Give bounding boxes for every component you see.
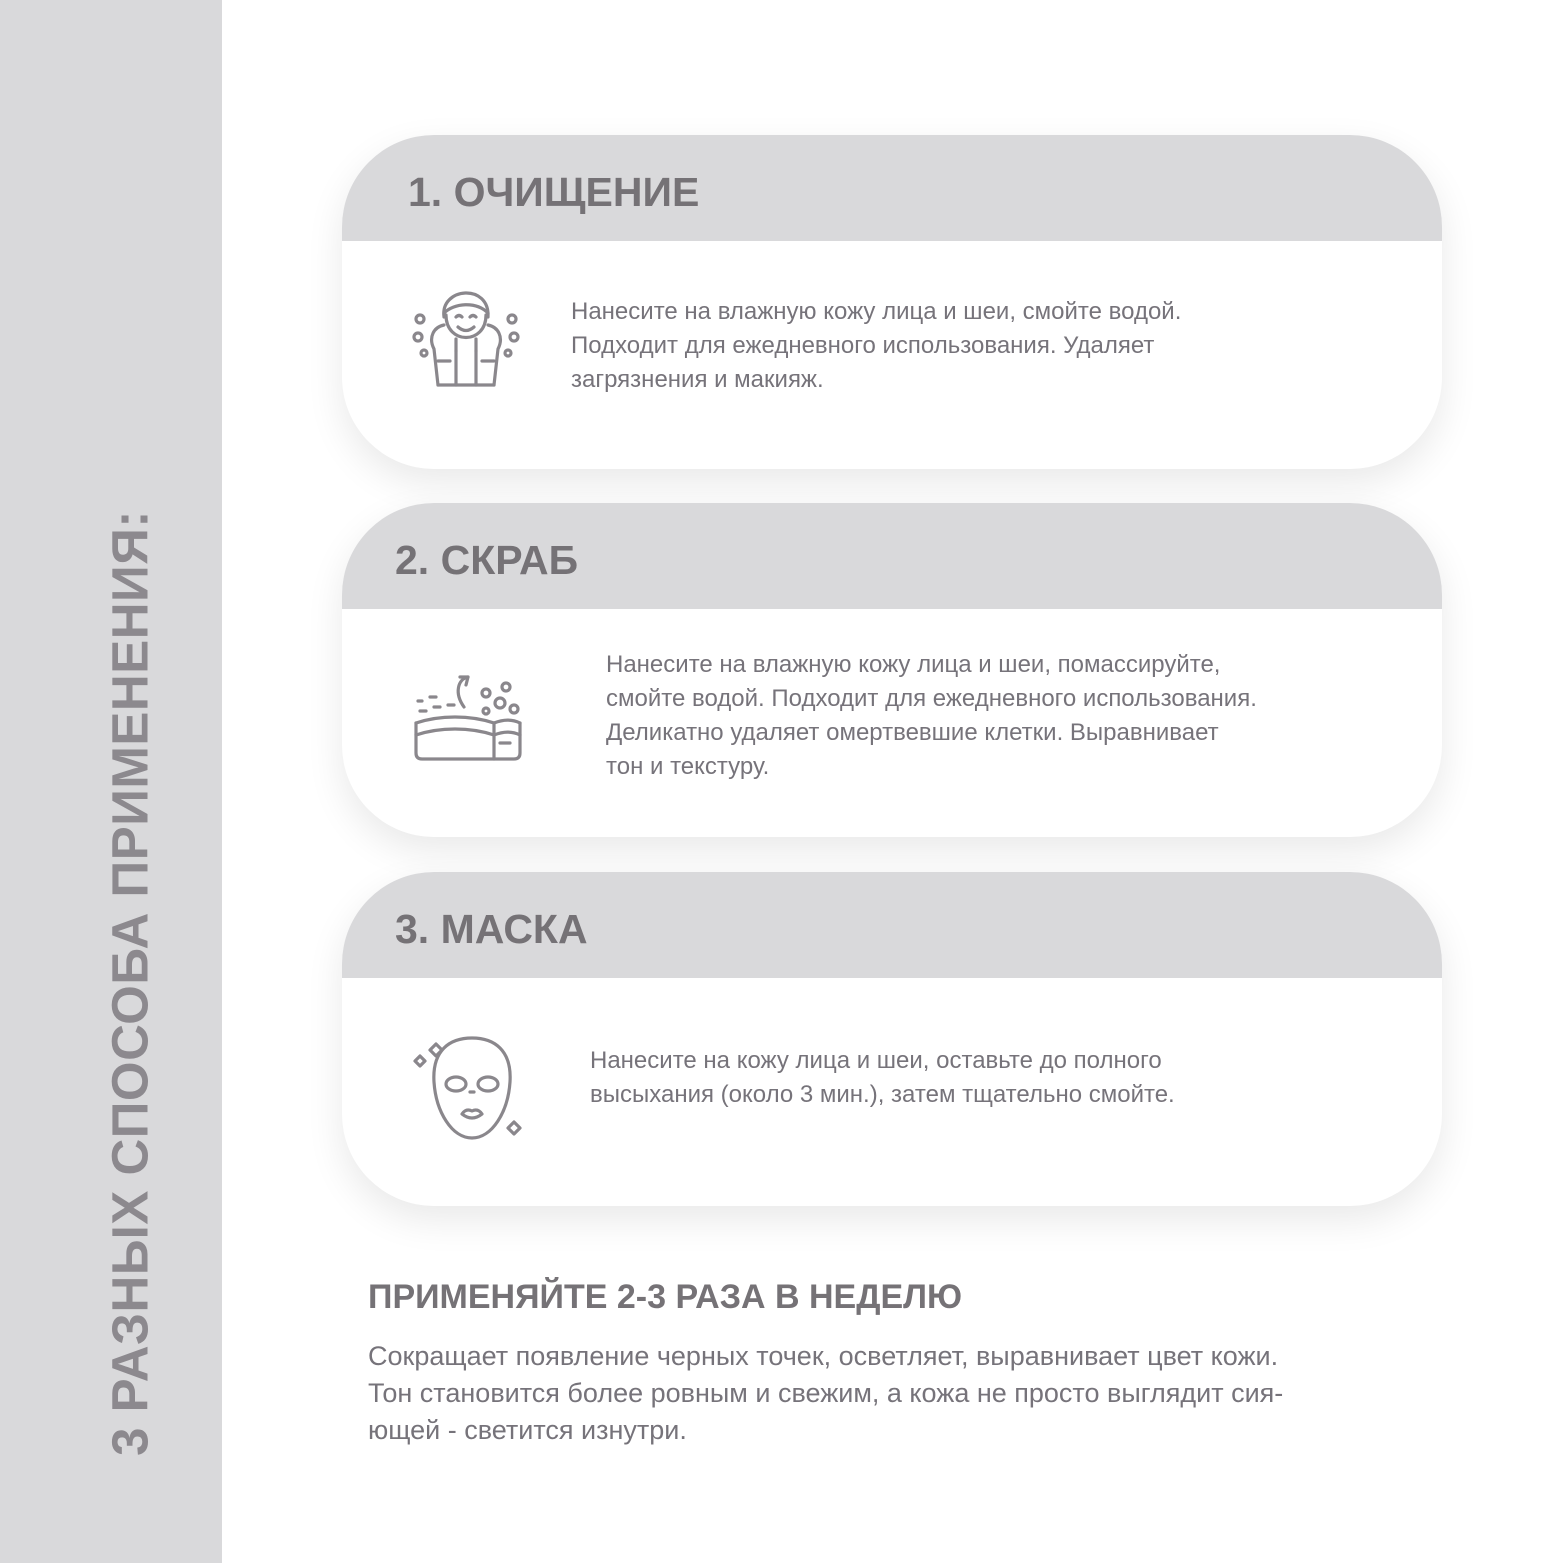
card-header [342, 135, 1442, 241]
frequency-description [368, 1338, 1283, 1449]
usage-card-mask [342, 872, 1442, 1206]
card-title: 2. СКРАБ [395, 537, 579, 583]
text-line: смойте водой. Подходит для ежедневного использования. [606, 685, 1257, 712]
text-line: Деликатно удаляет омертвевшие клетки. Выравнивает [606, 719, 1219, 746]
text-line: тон и текстуру. [606, 753, 770, 780]
sidebar [0, 0, 222, 1563]
text-line: Нанесите на влажную кожу лица и шеи, смойте водой. [571, 298, 1182, 325]
text-line: Тон становится более ровным и свежим, а кожа не просто выглядит сия- [368, 1378, 1284, 1408]
card-header [342, 503, 1442, 609]
text-line: Нанесите на кожу лица и шеи, оставьте до полного [590, 1047, 1162, 1074]
card-header [342, 872, 1442, 978]
text-line: Нанесите на влажную кожу лица и шеи, помассируйте, [606, 651, 1221, 678]
exfoliating-sponge-icon [410, 671, 528, 763]
text-line: Сокращает появление черных точек, осветляет, выравнивает цвет кожи. [368, 1341, 1279, 1371]
card-description [590, 1044, 1175, 1112]
text-line: ющей - светится изнутри. [368, 1415, 687, 1445]
face-mask-icon [408, 1024, 530, 1146]
text-line: загрязнения и макияж. [571, 366, 824, 393]
card-title: 3. МАСКА [395, 906, 588, 952]
card-title: 1. ОЧИЩЕНИЕ [408, 169, 700, 215]
side-title: 3 РАЗНЫХ СПОСОБА ПРИМЕНЕНИЯ: [101, 510, 159, 1456]
card-description [571, 295, 1181, 397]
card-description [606, 648, 1257, 784]
usage-card-cleansing [342, 135, 1442, 469]
text-line: высыхания (около 3 мин.), затем тщательно смойте. [590, 1081, 1175, 1108]
frequency-heading: ПРИМЕНЯЙТЕ 2-3 РАЗА В НЕДЕЛЮ [368, 1278, 963, 1316]
text-line: Подходит для ежедневного использования. Удаляет [571, 332, 1155, 359]
face-wash-icon [404, 273, 526, 393]
usage-card-scrub [342, 503, 1442, 837]
